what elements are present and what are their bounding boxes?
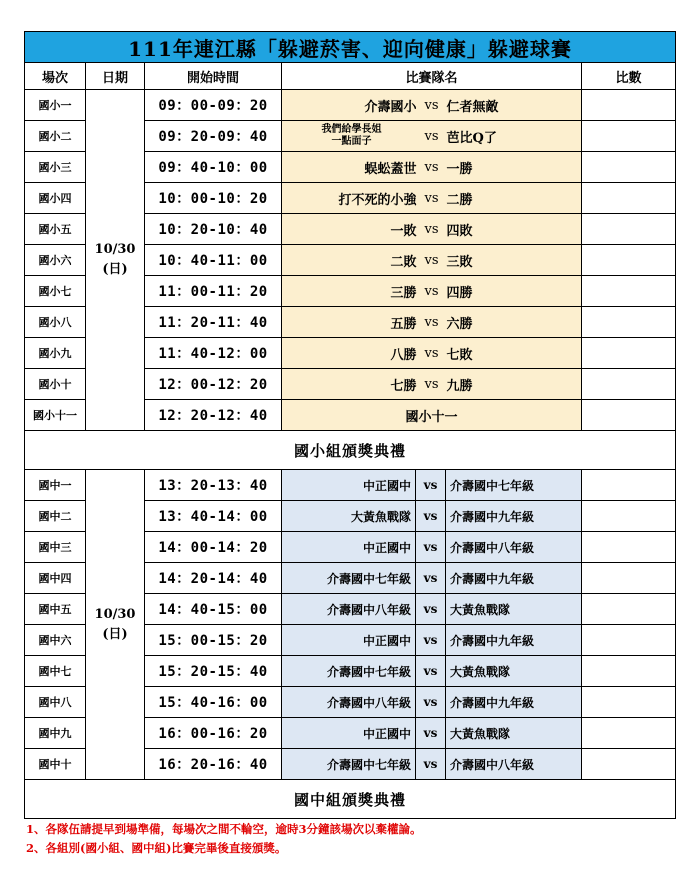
team-left: 介壽國中八年級 (282, 594, 416, 625)
score-cell (582, 470, 676, 501)
header-start-time: 開始時間 (145, 63, 282, 90)
game-number: 國小三 (25, 152, 86, 183)
teams-inner (282, 344, 581, 363)
date-weekday: (日) (102, 626, 128, 642)
date-value: 10/30 (94, 606, 136, 622)
table-row (25, 90, 676, 121)
game-number: 國小九 (25, 338, 86, 369)
team-left: 蜈蚣蓋世 (364, 161, 417, 177)
teams-inner (282, 158, 581, 177)
vs-label: vs (416, 625, 446, 656)
teams-cell (282, 369, 582, 400)
game-number: 國中八 (25, 687, 86, 718)
start-time: 14：00-14：20 (145, 532, 282, 563)
game-number: 國中六 (25, 625, 86, 656)
vs-label: vs (416, 687, 446, 718)
ceremony-row (25, 780, 676, 819)
start-time: 13：40-14：00 (145, 501, 282, 532)
score-cell (582, 183, 676, 214)
team-left: 介壽國中七年級 (282, 656, 416, 687)
start-time: 11：20-11：40 (145, 307, 282, 338)
team-left: 五勝 (390, 316, 417, 332)
notes (26, 820, 422, 858)
team-left-line: 一點面子 (331, 136, 372, 147)
team-left: 介壽國小 (364, 99, 417, 115)
score-cell (582, 307, 676, 338)
title-row (25, 32, 676, 63)
team-right: 介壽國中七年級 (446, 470, 582, 501)
teams-inner (282, 406, 581, 425)
date-value: 10/30 (94, 242, 136, 257)
vs-label: vs (416, 594, 446, 625)
teams-cell (282, 183, 582, 214)
team-right: 大黃魚戰隊 (446, 656, 582, 687)
score-cell (582, 338, 676, 369)
vs-label: vs (424, 159, 439, 175)
vs-label: vs (416, 470, 446, 501)
table-row (25, 470, 676, 501)
team-left: 中正國中 (282, 470, 416, 501)
game-number: 國中九 (25, 718, 86, 749)
score-cell (582, 749, 676, 780)
score-cell (582, 400, 676, 431)
header-date: 日期 (86, 63, 145, 90)
date-cell (86, 470, 145, 780)
schedule-table (24, 31, 676, 819)
score-cell (582, 625, 676, 656)
start-time: 09：00-09：20 (145, 90, 282, 121)
teams-inner (282, 189, 581, 208)
start-time: 10：40-11：00 (145, 245, 282, 276)
team-left: 八勝 (390, 347, 417, 363)
team-right: 六勝 (446, 316, 473, 332)
team-right: 仁者無敵 (446, 99, 499, 115)
team-right: 介壽國中八年級 (446, 532, 582, 563)
team-right: 四敗 (446, 223, 473, 239)
game-number: 國小十一 (25, 400, 86, 431)
start-time: 16：00-16：20 (145, 718, 282, 749)
page-title: 111年連江縣「躲避菸害、迎向健康」躲避球賽 (25, 32, 676, 63)
date-cell (86, 90, 145, 431)
team-right: 芭比Q了 (446, 130, 497, 146)
vs-label: vs (416, 563, 446, 594)
teams-cell (282, 90, 582, 121)
game-number: 國小六 (25, 245, 86, 276)
start-time: 09：40-10：00 (145, 152, 282, 183)
teams-cell (282, 152, 582, 183)
team-left: 七勝 (390, 378, 417, 394)
team-right: 大黃魚戰隊 (446, 594, 582, 625)
start-time: 11：40-12：00 (145, 338, 282, 369)
game-number: 國小二 (25, 121, 86, 152)
vs-label: vs (416, 501, 446, 532)
header-score: 比數 (582, 63, 676, 90)
score-cell (582, 563, 676, 594)
team-left (287, 124, 417, 148)
team-left: 二敗 (390, 254, 417, 270)
game-number: 國中七 (25, 656, 86, 687)
teams-inner (282, 96, 581, 115)
header-row (25, 63, 676, 90)
game-number: 國中三 (25, 532, 86, 563)
start-time: 15：20-15：40 (145, 656, 282, 687)
teams-cell (282, 400, 582, 431)
vs-label: vs (424, 190, 439, 206)
score-cell (582, 90, 676, 121)
start-time: 11：00-11：20 (145, 276, 282, 307)
team-left-line: 我們給學長姐 (321, 124, 382, 135)
game-number: 國小四 (25, 183, 86, 214)
team-right: 介壽國中八年級 (446, 749, 582, 780)
vs-label: vs (424, 221, 439, 237)
score-cell (582, 687, 676, 718)
date-weekday: (日) (102, 262, 128, 277)
score-cell (582, 594, 676, 625)
vs-label: vs (416, 656, 446, 687)
game-number: 國小一 (25, 90, 86, 121)
start-time: 12：20-12：40 (145, 400, 282, 431)
header-teams: 比賽隊名 (282, 63, 582, 90)
vs-label: vs (416, 718, 446, 749)
start-time: 10：00-10：20 (145, 183, 282, 214)
team-right: 介壽國中九年級 (446, 563, 582, 594)
team-left: 一敗 (390, 223, 417, 239)
score-cell (582, 214, 676, 245)
teams-cell (282, 276, 582, 307)
teams-cell (282, 338, 582, 369)
vs-label: vs (424, 128, 439, 144)
team-right: 介壽國中九年級 (446, 687, 582, 718)
game-number: 國小八 (25, 307, 86, 338)
teams-cell (282, 307, 582, 338)
team-right: 九勝 (446, 378, 473, 394)
vs-label: vs (424, 376, 439, 392)
team-left: 介壽國中七年級 (282, 563, 416, 594)
vs-label: vs (416, 532, 446, 563)
game-number: 國中五 (25, 594, 86, 625)
teams-inner (282, 220, 581, 239)
vs-label: vs (424, 345, 439, 361)
team-single: 國小十一 (405, 409, 458, 425)
team-right: 介壽國中九年級 (446, 625, 582, 656)
score-cell (582, 152, 676, 183)
team-right: 介壽國中九年級 (446, 501, 582, 532)
ceremony-label: 國中組頒獎典禮 (25, 780, 676, 819)
team-left: 三勝 (390, 285, 417, 301)
game-number: 國小五 (25, 214, 86, 245)
teams-inner (282, 124, 581, 148)
score-cell (582, 276, 676, 307)
score-cell (582, 718, 676, 749)
score-cell (582, 656, 676, 687)
score-cell (582, 121, 676, 152)
team-left: 中正國中 (282, 532, 416, 563)
game-number: 國中四 (25, 563, 86, 594)
game-number: 國中二 (25, 501, 86, 532)
vs-label: vs (424, 252, 439, 268)
team-right: 一勝 (446, 161, 473, 177)
team-left: 大黃魚戰隊 (282, 501, 416, 532)
team-left: 打不死的小強 (338, 192, 417, 208)
teams-inner (282, 251, 581, 270)
start-time: 15：40-16：00 (145, 687, 282, 718)
start-time: 09：20-09：40 (145, 121, 282, 152)
start-time: 15：00-15：20 (145, 625, 282, 656)
game-number: 國小十 (25, 369, 86, 400)
game-number: 國小七 (25, 276, 86, 307)
team-right: 二勝 (446, 192, 473, 208)
team-left: 中正國中 (282, 718, 416, 749)
teams-inner (282, 313, 581, 332)
note-item: 2、各組別(國小組、國中組)比賽完畢後直接頒獎。 (26, 841, 287, 855)
vs-label: vs (416, 749, 446, 780)
start-time: 14：40-15：00 (145, 594, 282, 625)
start-time: 13：20-13：40 (145, 470, 282, 501)
start-time: 10：20-10：40 (145, 214, 282, 245)
header-game: 場次 (25, 63, 86, 90)
note-item: 1、各隊伍請提早到場準備，每場次之間不輪空，逾時3分鐘該場次以棄權論。 (26, 822, 422, 836)
game-number: 國中一 (25, 470, 86, 501)
team-right: 三敗 (446, 254, 473, 270)
game-number: 國中十 (25, 749, 86, 780)
teams-cell (282, 245, 582, 276)
teams-inner (282, 282, 581, 301)
team-right: 大黃魚戰隊 (446, 718, 582, 749)
team-left: 中正國中 (282, 625, 416, 656)
start-time: 14：20-14：40 (145, 563, 282, 594)
vs-label: vs (424, 314, 439, 330)
vs-label: vs (424, 97, 439, 113)
score-cell (582, 369, 676, 400)
team-right: 七敗 (446, 347, 473, 363)
score-cell (582, 501, 676, 532)
ceremony-row (25, 431, 676, 470)
vs-label: vs (424, 283, 439, 299)
score-cell (582, 532, 676, 563)
start-time: 16：20-16：40 (145, 749, 282, 780)
team-right: 四勝 (446, 285, 473, 301)
ceremony-label: 國小組頒獎典禮 (25, 431, 676, 470)
teams-inner (282, 375, 581, 394)
score-cell (582, 245, 676, 276)
teams-cell (282, 214, 582, 245)
team-left: 介壽國中八年級 (282, 687, 416, 718)
teams-cell (282, 121, 582, 152)
start-time: 12：00-12：20 (145, 369, 282, 400)
team-left: 介壽國中七年級 (282, 749, 416, 780)
